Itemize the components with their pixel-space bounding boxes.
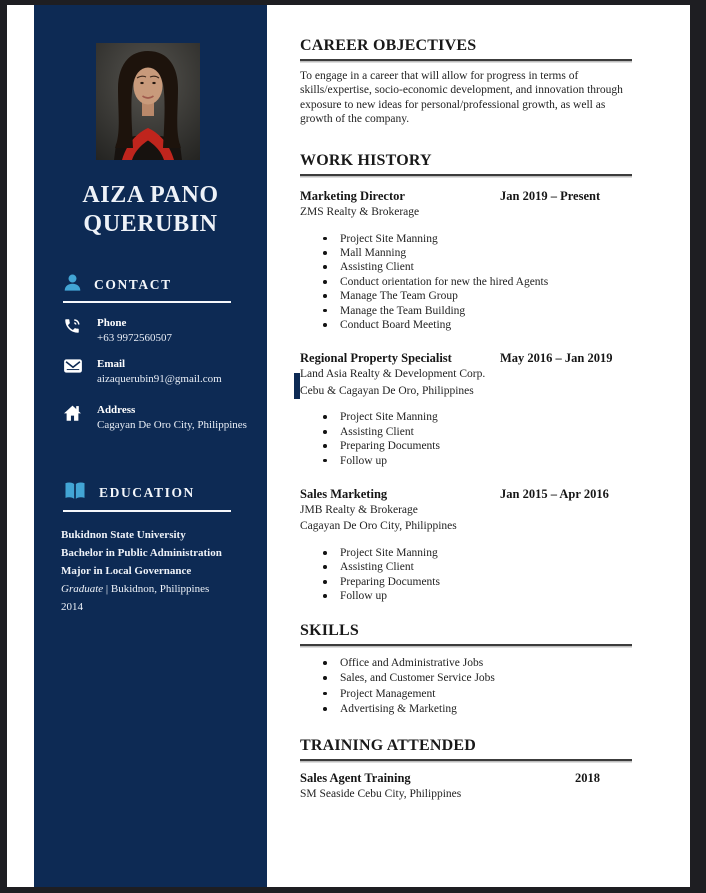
job-duty: Preparing Documents <box>300 575 632 589</box>
job-duty: Conduct Board Meeting <box>300 318 632 332</box>
email-icon <box>63 358 83 379</box>
section-career-objectives <box>300 37 632 127</box>
phone-icon <box>63 317 83 340</box>
skills-list <box>300 656 632 717</box>
career-objectives-text: To engage in a career that will allow for progress in terms of skills/expertise, socio-economic development, and innovation through exposure to new ideas for personal/professional growth, as well as growth of the company. <box>300 70 623 126</box>
education-year: 2014 <box>61 601 83 613</box>
job-duty: Preparing Documents <box>300 439 632 453</box>
career-objectives-title: CAREER OBJECTIVES <box>300 37 632 61</box>
graduation-portrait-illustration <box>96 43 200 160</box>
job-role: Regional Property Specialist <box>300 351 452 366</box>
section-skills <box>300 622 632 717</box>
phone-label: Phone <box>97 317 127 329</box>
job-location: Cagayan De Oro City, Philippines <box>300 520 457 533</box>
job-entry-sales-marketing <box>300 486 632 604</box>
training-entry-header <box>300 770 632 786</box>
candidate-name-line2: QUERUBIN <box>83 211 218 237</box>
skills-title: SKILLS <box>300 622 632 646</box>
job-dates: May 2016 – Jan 2019 <box>500 351 613 366</box>
contact-section-header <box>63 273 172 297</box>
education-degree: Bachelor in Public Administration <box>61 547 222 559</box>
job-entry-marketing-director <box>300 188 632 332</box>
work-history-title: WORK HISTORY <box>300 152 632 176</box>
section-training <box>300 737 632 803</box>
job-header <box>300 486 632 502</box>
person-icon <box>63 273 82 297</box>
job-duties-list <box>300 410 632 468</box>
skill-item: Office and Administrative Jobs <box>300 656 632 671</box>
education-grad-detail: | Bukidnon, Philippines <box>105 583 210 595</box>
address-value: Cagayan De Oro City, Philippines <box>97 419 247 431</box>
job-duty: Assisting Client <box>300 560 632 574</box>
contact-section-title: CONTACT <box>94 277 172 292</box>
book-icon <box>63 481 87 505</box>
job-duty: Follow up <box>300 454 632 468</box>
skill-item: Advertising & Marketing <box>300 702 632 717</box>
email-value: aizaquerubin91@gmail.com <box>97 373 222 385</box>
job-location: Cebu & Cagayan De Oro, Philippines <box>300 384 474 397</box>
contact-item-phone <box>63 316 172 346</box>
job-duties-list <box>300 232 632 333</box>
sidebar <box>34 5 267 887</box>
training-year: 2018 <box>575 771 600 785</box>
education-entry <box>61 526 259 616</box>
job-dates: Jan 2015 – Apr 2016 <box>500 486 609 501</box>
skill-item: Sales, and Customer Service Jobs <box>300 671 632 686</box>
resume-page <box>7 5 690 887</box>
training-name: Sales Agent Training <box>300 771 411 785</box>
job-duty: Manage the Team Building <box>300 304 632 318</box>
education-school: Bukidnon State University <box>61 529 186 541</box>
profile-photo <box>96 43 200 160</box>
job-role: Sales Marketing <box>300 486 388 501</box>
section-work-history <box>300 152 632 604</box>
education-grad-status: Graduate <box>61 583 104 595</box>
job-duties-list <box>300 546 632 604</box>
education-status-line <box>61 580 259 598</box>
job-duty: Follow up <box>300 589 632 603</box>
education-section-header <box>63 481 195 505</box>
job-company: ZMS Realty & Brokerage <box>300 206 420 218</box>
candidate-name <box>34 181 267 239</box>
job-duty: Assisting Client <box>300 425 632 439</box>
job-duty: Mall Manning <box>300 246 632 260</box>
job-role: Marketing Director <box>300 189 405 203</box>
job-duty: Project Site Manning <box>300 410 632 424</box>
job-company: Land Asia Realty & Development Corp. <box>300 368 486 381</box>
contact-item-email <box>63 357 222 387</box>
education-divider <box>63 510 231 512</box>
job-duty: Conduct orientation for new the hired Agents <box>300 275 632 289</box>
job-dates: Jan 2019 – Present <box>500 189 601 203</box>
job-duty: Project Site Manning <box>300 232 632 246</box>
job-header <box>300 350 632 366</box>
email-label: Email <box>97 358 126 370</box>
home-icon <box>63 404 83 427</box>
job-duty: Manage The Team Group <box>300 289 632 303</box>
address-label: Address <box>97 404 136 416</box>
job-header <box>300 188 632 204</box>
job-entry-regional-property-specialist <box>300 350 632 468</box>
education-major: Major in Local Governance <box>61 565 192 577</box>
education-section-title: EDUCATION <box>99 485 195 500</box>
training-title: TRAINING ATTENDED <box>300 737 632 761</box>
contact-item-address <box>63 403 247 433</box>
skill-item: Project Management <box>300 687 632 702</box>
training-location: SM Seaside Cebu City, Philippines <box>300 788 462 800</box>
contact-divider <box>63 301 231 303</box>
job-duty: Assisting Client <box>300 260 632 274</box>
job-duty: Project Site Manning <box>300 546 632 560</box>
job-company: JMB Realty & Brokerage <box>300 503 418 516</box>
phone-value: +63 9972560507 <box>97 332 172 344</box>
candidate-name-line1: AIZA PANO <box>82 182 219 208</box>
